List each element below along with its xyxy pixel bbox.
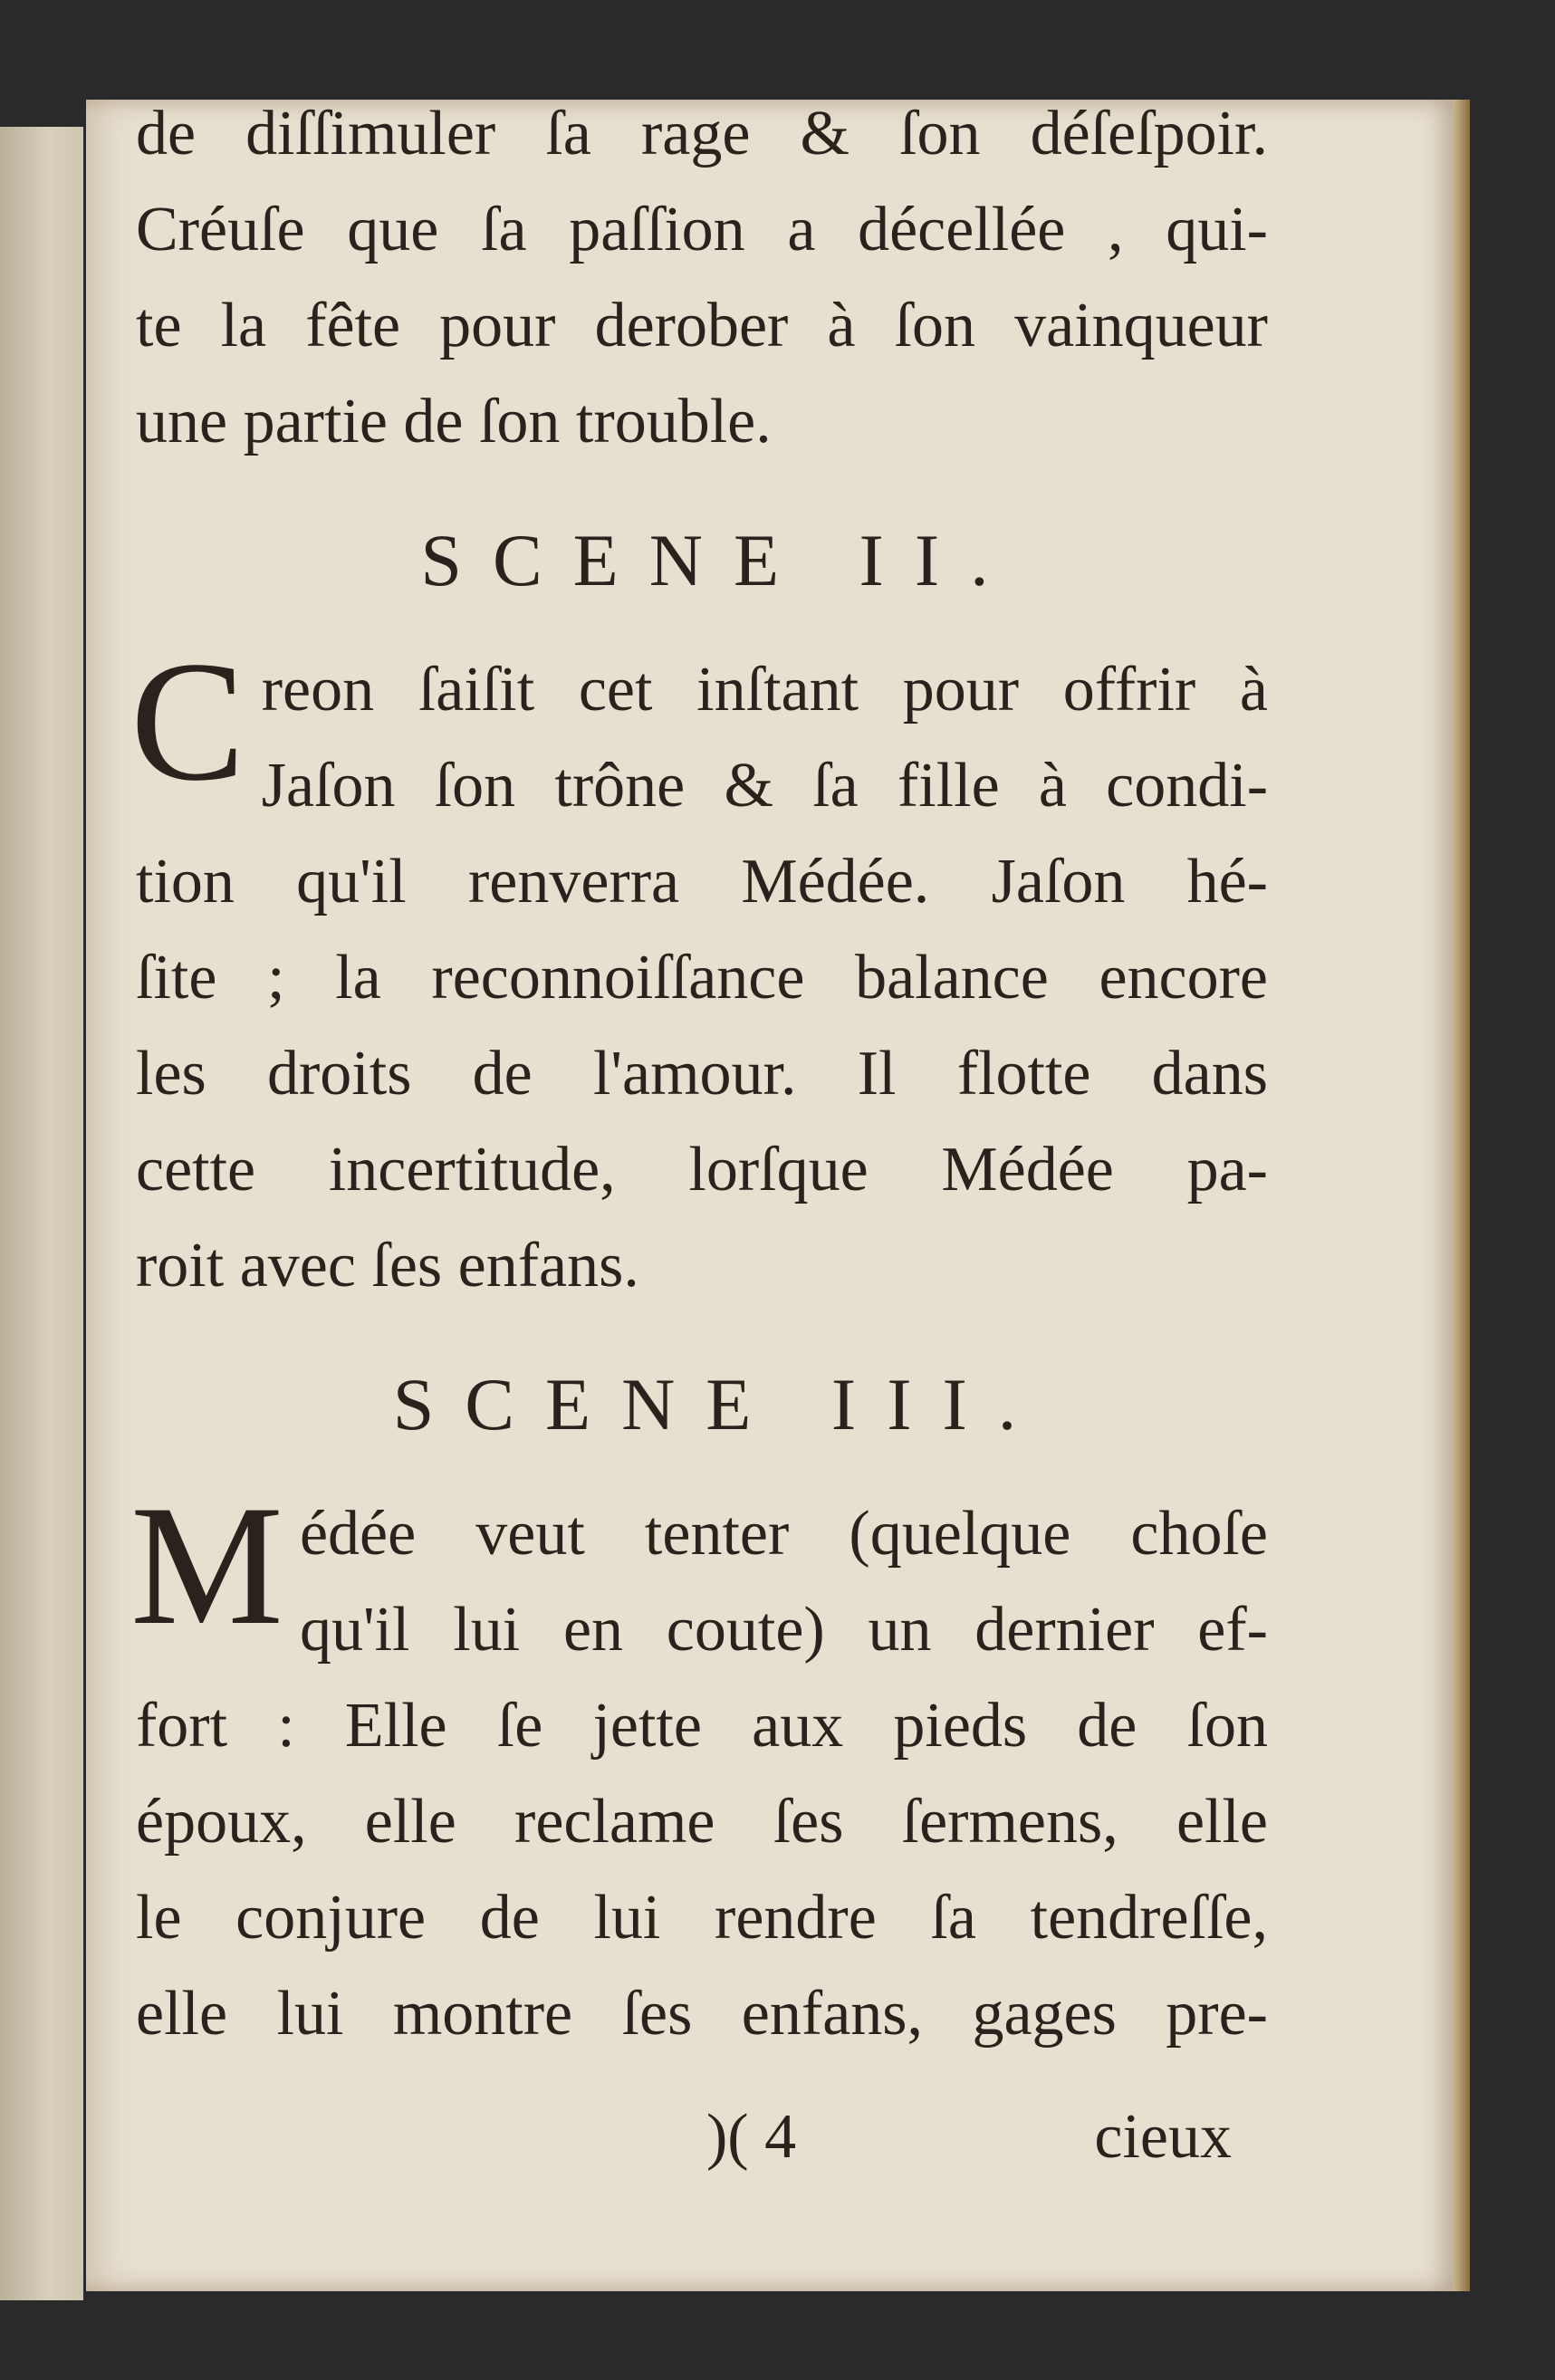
page-text bbox=[130, 86, 1268, 2062]
text-line: de diſſimuler ſa rage & ſon déſeſpoir. bbox=[136, 99, 1268, 168]
text-line: cette incertitude, lorſque Médée pa- bbox=[136, 1135, 1268, 1204]
intro-paragraph bbox=[136, 86, 1268, 470]
scene-2-paragraph bbox=[130, 627, 1268, 1314]
text-line: ſite ; la reconnoiſſance balance encore bbox=[136, 943, 1268, 1012]
signature-mark: )( 4 bbox=[706, 2102, 797, 2172]
text-line: le conjure de lui rendre ſa tendreſſe, bbox=[136, 1883, 1268, 1953]
page-edge bbox=[1454, 100, 1470, 2291]
text-line: te la fête pour derober à ſon vainqueur bbox=[136, 291, 1268, 360]
drop-cap: M bbox=[130, 1471, 283, 1661]
text-line: Créuſe que ſa paſſion a décellée , qui- bbox=[136, 195, 1268, 264]
text-line: reon ſaiſit cet inſtant pour offrir à bbox=[261, 655, 1268, 725]
text-line: elle lui montre ſes enfans, gages pre- bbox=[136, 1979, 1268, 2049]
catchword: cieux bbox=[1094, 2102, 1232, 2172]
scene-3-heading: SCENE III. bbox=[392, 1363, 1048, 1445]
text-line: roit avec ſes enfans. bbox=[136, 1231, 639, 1300]
text-line: édée veut tenter (quelque choſe bbox=[299, 1499, 1268, 1569]
text-line: époux, elle reclame ſes ſermens, elle bbox=[136, 1787, 1268, 1857]
text-line: Jaſon ſon trône & ſa fille à condi- bbox=[261, 751, 1268, 821]
scene-3-paragraph bbox=[130, 1471, 1268, 2062]
facing-page-edge bbox=[0, 127, 83, 2300]
scene-2-heading: SCENE II. bbox=[420, 519, 1020, 601]
text-line: tion qu'il renverra Médée. Jaſon hé- bbox=[136, 847, 1268, 916]
drop-cap: C bbox=[130, 627, 245, 817]
text-line: qu'il lui en coute) un dernier ef- bbox=[299, 1595, 1268, 1665]
text-line: fort : Elle ſe jette aux pieds de ſon bbox=[136, 1691, 1268, 1761]
text-line: les droits de l'amour. Il flotte dans bbox=[136, 1039, 1268, 1108]
text-line: une partie de ſon trouble. bbox=[136, 387, 772, 456]
